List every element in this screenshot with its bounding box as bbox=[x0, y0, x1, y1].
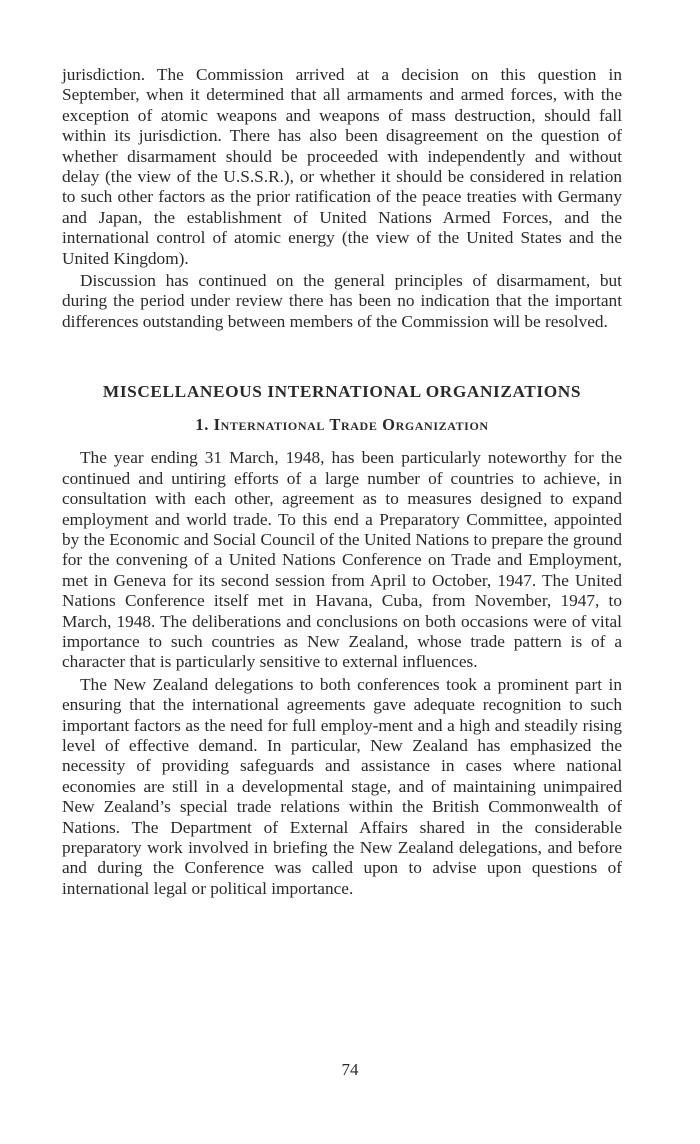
paragraph-discussion: Discussion has continued on the general principles of disarmament, but during the period under review there has been no indication that the important differences outstanding between members of the Commission will be resolved. bbox=[62, 271, 622, 331]
subsection-heading: 1. International Trade Organization bbox=[195, 415, 489, 435]
paragraph-nz-delegations: The New Zealand delegations to both conferences took a prominent part in ensuring that the international agreements gave adequate recognition to such important factors as the need for full employ-ment and a high and steadily rising level of effective demand. In particular, New Zealand has emphasized the necessity of providing safeguards and assistance in cases where national economies are still in a developmental stage, and of maintaining unimpaired New Zealand’s special trade relations within the British Commonwealth of Nations. The Department of External Affairs shared in the considerable preparatory work involved in briefing the New Zealand delegations, and before and during the Conference was called upon to advise upon questions of international legal or political importance. bbox=[62, 674, 622, 898]
paragraph-jurisdiction: jurisdiction. The Commission arrived at a decision on this question in September, when it determined that all armaments and armed forces, with the exception of atomic weapons and weapons of mass destruction, should fall within its jurisdiction. There has also been disagreement on the question of whether disarmament should be proceeded with independently and without delay (the view of the U.S.S.R.), or whether it should be considered in relation to such other factors as the prior ratification of the peace treaties with Germany and Japan, the establishment of United Nations Armed Forces, and the international control of atomic energy (the view of the United States and the United Kingdom). bbox=[62, 65, 622, 268]
section-heading: MISCELLANEOUS INTERNATIONAL ORGANIZATIONS bbox=[102, 382, 582, 402]
paragraph-trade-year: The year ending 31 March, 1948, has been particularly noteworthy for the continued and untiring efforts of a large number of countries to achieve, in consultation with each other, agreement as to measures designed to expand employment and world trade. To this end a Preparatory Committee, appointed by the Economic and Social Council of the United Nations to prepare the ground for the convening of a United Nations Conference on Trade and Employment, met in Geneva for its second session from April to October, 1947. The United Nations Conference itself met in Havana, Cuba, from November, 1947, to March, 1948. The deliberations and conclusions on both occasions were of vital importance to such countries as New Zealand, whose trade pattern is of a character that is particularly sensitive to external influences. bbox=[62, 448, 622, 672]
page-number: 74 bbox=[341, 1060, 359, 1079]
